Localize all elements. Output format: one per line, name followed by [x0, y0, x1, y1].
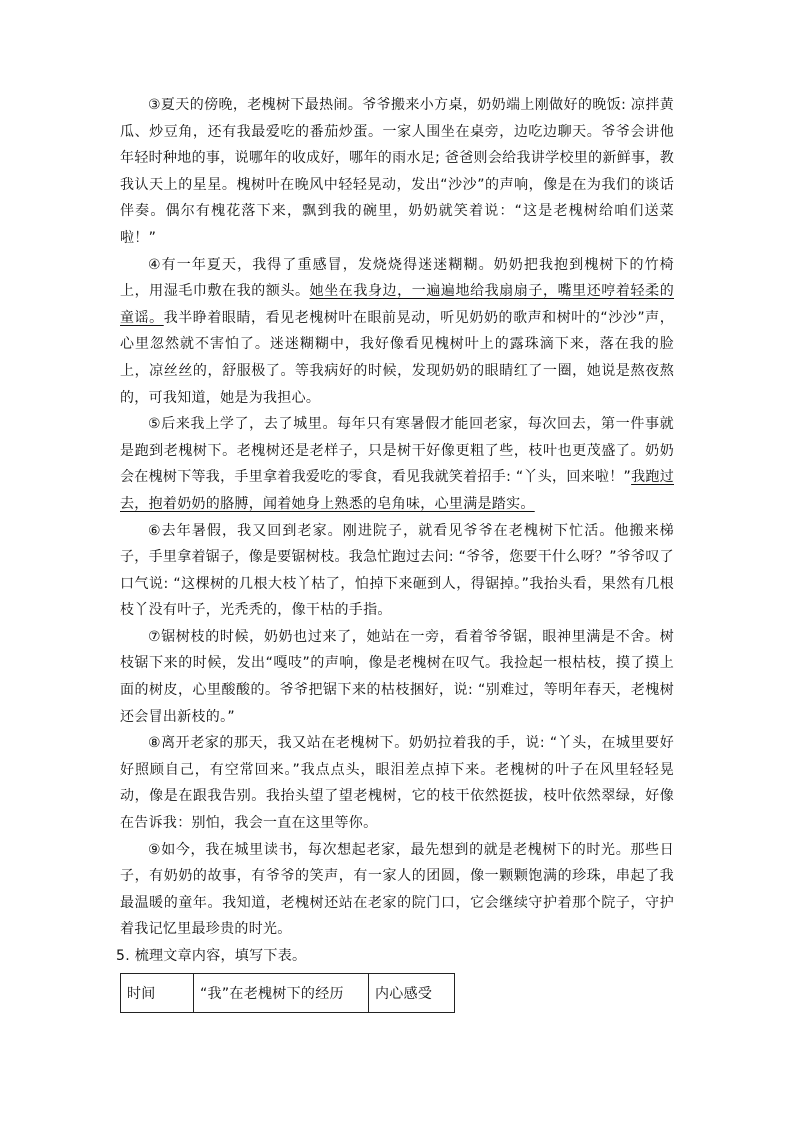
paragraph-4-underlined-sentence: 她坐在我身边，一遍遍地给我扇扇子，嘴里还哼着轻柔的童谣。 [120, 283, 674, 326]
answer-table [120, 973, 455, 1013]
question-5: 5. 梳理文章内容，填写下表。 [116, 948, 307, 964]
answer-table-header-row [121, 973, 455, 1012]
paragraph-4 [120, 252, 674, 412]
paragraph-7-text: ⑦锯树枝的时候，奶奶也过来了，她站在一旁，看着爷爷锯，眼神里满是不舍。树枝锯下来的时候，发出“嘎吱”的声响，像是老槐树在叹气。我捡起一根枯枝，摸了摸上面的树皮，心里酸酸的。爷爷把锯下来的枯枝捆好，说: “别难过，等明年春天，老槐树还会冒出新枝的。” [120, 628, 674, 725]
paragraph-6 [120, 518, 674, 624]
paragraph-6-text: ⑥去年暑假，我又回到老家。刚进院子，就看见爷爷在老槐树下忙活。他搬来梯子，手里拿着锯子，像是要锯树枝。我急忙跑过去问: “爷爷，您要干什么呀？”爷爷叹了口气说: “这棵树的几根大枝丫枯了，怕掉下来砸到人，得锯掉。”我抬头看，果然有几根枝丫没有叶子，光秃秃的，像干枯的手指。 [120, 522, 674, 619]
article-body [116, 92, 674, 1013]
paragraph-9-text: ⑨如今，我在城里读书，每次想起老家，最先想到的就是老槐树下的时光。那些日子，有奶奶的故事，有爷爷的笑声，有一家人的团圆，像一颗颗饱满的珍珠，串起了我最温暖的童年。我知道，老槐树还站在老家的院门口，它会继续守护着那个院子，守护着我记忆里最珍贵的时光。 [120, 841, 674, 938]
header-cell-time: 时间 [121, 973, 194, 1012]
header-cell-experience: “我”在老槐树下的经历 [194, 973, 369, 1012]
paragraph-5-underlined-sentence: 我跑过去，抱着奶奶的胳膊，闻着她身上熟悉的皂角味，心里满是踏实。 [120, 469, 674, 512]
paragraph-3-text: ③夏天的傍晚，老槐树下最热闹。爷爷搬来小方桌，奶奶端上刚做好的晚饭: 凉拌黄瓜、炒豆角，还有我最爱吃的番茄炒蛋。一家人围坐在桌旁，边吃边聊天。爷爷会讲他年轻时种地的事，说哪年的收成好，哪年的雨水足; 爸爸则会给我讲学校里的新鲜事，教我认天上的星星。槐树叶在晚风中轻轻晃动，发出“沙沙”的声响，像是在为我们的谈话伴奏。偶尔有槐花落下来，飘到我的碗里，奶奶就笑着说：“这是老槐树给咱们送菜啦！” [120, 97, 674, 246]
paragraph-5 [120, 411, 674, 517]
paragraph-8 [120, 730, 674, 836]
paragraph-3 [120, 92, 674, 252]
paragraph-4-text-b: 我半睁着眼睛，看见老槐树叶在眼前晃动，听见奶奶的歌声和树叶的“沙沙”声，心里忽然就不害怕了。迷迷糊糊中，我好像看见槐树叶上的露珠滴下来，落在我的脸上，凉丝丝的，舒服极了。等我病好的时候，发现奶奶的眼睛红了一圈，她说是熬夜熬的，可我知道，她是为我担心。 [120, 309, 674, 406]
paragraph-5-text-a: ⑤后来我上学了，去了城里。每年只有寒暑假才能回老家，每次回去，第一件事就是跑到老槐树下。老槐树还是老样子，只是树干好像更粗了些，枝叶也更茂盛了。奶奶会在槐树下等我，手里拿着我爱吃的零食，看见我就笑着招手: “丫头，回来啦！” [120, 416, 674, 486]
header-cell-feeling: 内心感受 [369, 973, 455, 1012]
paragraph-9 [120, 837, 674, 943]
paragraph-7 [120, 624, 674, 730]
paragraph-4-text-a: ④有一年夏天，我得了重感冒，发烧烧得迷迷糊糊。奶奶把我抱到槐树下的竹椅上，用湿毛巾敷在我的额头。 [120, 256, 674, 300]
paragraph-8-text: ⑧离开老家的那天，我又站在老槐树下。奶奶拉着我的手，说: “丫头，在城里要好好照顾自己，有空常回来。”我点点头，眼泪差点掉下来。老槐树的叶子在风里轻轻晃动，像是在跟我告别。我抬头望了望老槐树，它的枝干依然挺拔，枝叶依然翠绿，好像在告诉我：别怕，我会一直在这里等你。 [120, 735, 674, 832]
